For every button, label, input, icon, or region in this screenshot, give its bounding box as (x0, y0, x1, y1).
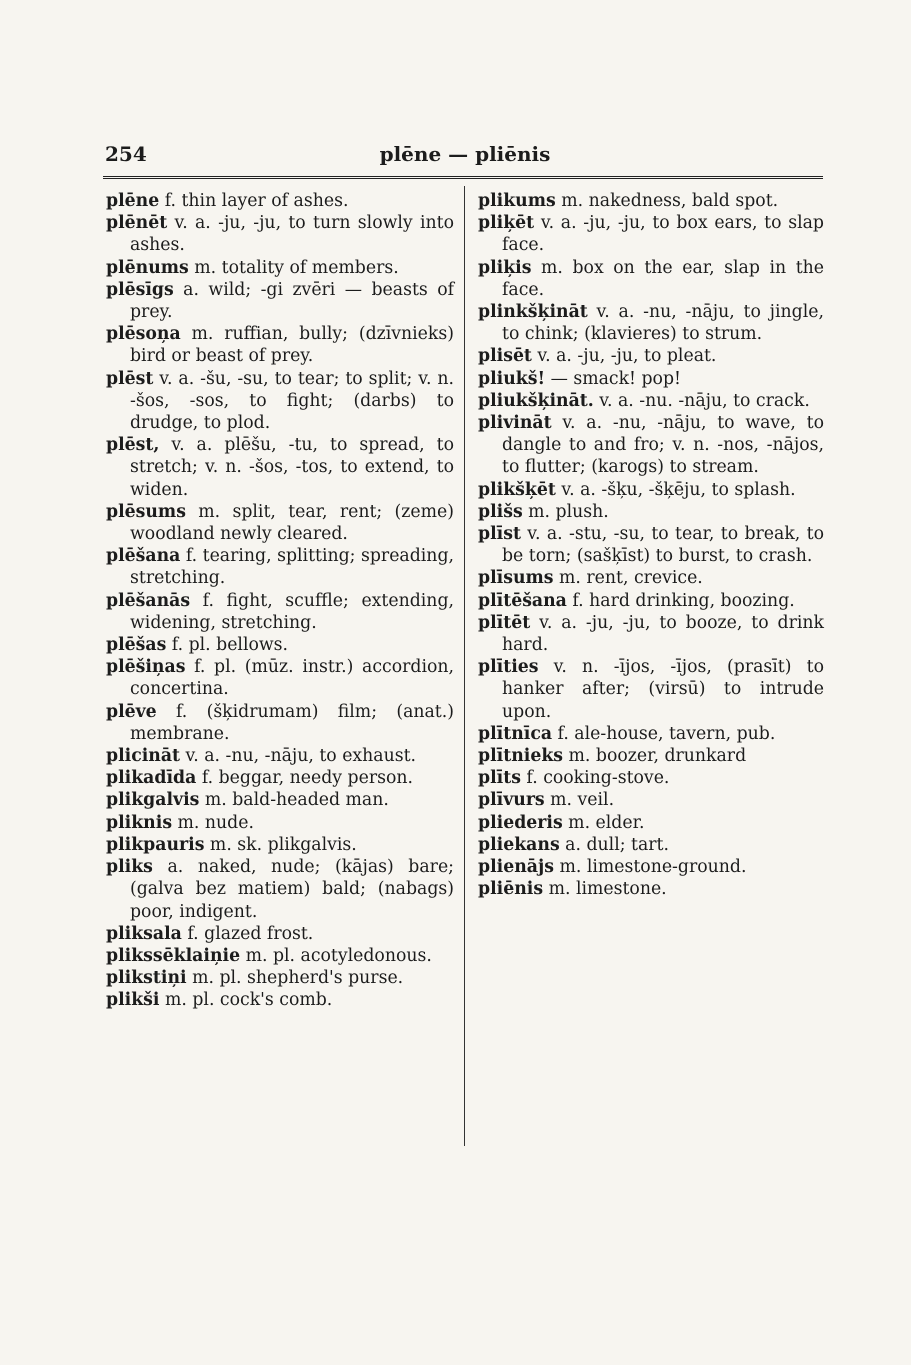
entry-definition: f. ale-house, tavern, pub. (552, 723, 776, 744)
entry-headword: plivināt (478, 413, 552, 434)
entry-definition: v. a. -ju, -ju, to box ears, to slap face. (502, 213, 824, 256)
dictionary-entry (478, 390, 824, 412)
entry-headword: plikums (478, 191, 556, 211)
dictionary-entry (106, 989, 454, 1011)
entry-definition: f. pl. (mūz. instr.) accordion, concertina. (130, 657, 454, 700)
entry-headword: plītnīca (478, 723, 553, 744)
entry-headword: plēve (106, 701, 157, 722)
dictionary-entry (478, 656, 824, 723)
entry-definition: v. a. -ju, -ju, to booze, to drink hard. (502, 612, 824, 656)
entry-headword: plīties (478, 657, 539, 678)
entry-definition: f. glazed frost. (181, 923, 314, 944)
entry-definition: m. pl. shepherd's purse. (186, 968, 404, 989)
dictionary-entry (478, 523, 824, 567)
entry-headword: pliknis (106, 812, 173, 833)
header-rule (103, 176, 823, 179)
dictionary-entry (106, 323, 454, 367)
dictionary-entry (106, 434, 454, 501)
dictionary-entry (478, 257, 824, 301)
entry-definition: m. veil. (544, 790, 615, 811)
dictionary-entry (106, 501, 454, 545)
entry-definition: m. elder. (562, 812, 645, 833)
entry-headword: plēsoņa (106, 324, 181, 345)
entry-definition: m. plush. (522, 501, 609, 522)
dictionary-entry (106, 656, 454, 700)
entry-headword: plēst (106, 368, 154, 389)
entry-definition: f. fight, scuffle; extending, widening, stretching. (130, 590, 454, 633)
entry-definition: a. naked, nude; (kājas) bare; (galva bez matiem) bald; (nabags) poor, indigent. (130, 857, 454, 922)
dictionary-entry (478, 878, 824, 900)
dictionary-entry (478, 723, 824, 745)
dictionary-entry (106, 212, 454, 256)
entry-definition: m. limestone-ground. (553, 857, 747, 878)
dictionary-entry (106, 767, 454, 789)
dictionary-entry (106, 923, 454, 945)
entry-headword: plēne (106, 191, 160, 211)
entry-definition: v. a. -nu, -nāju, to exhaust. (180, 746, 417, 767)
dictionary-entry (478, 789, 824, 811)
page-header (105, 140, 825, 170)
dictionary-entry (106, 701, 454, 745)
entry-headword: plikšķēt (478, 479, 556, 500)
entry-definition: f. (šķidrumam) film; (anat.) membrane. (130, 701, 454, 744)
entry-definition: v. a. -nu, -nāju, to jingle, to chink; (klavieres) to strum. (502, 302, 824, 345)
dictionary-entry (478, 612, 824, 656)
entry-definition: v. a. -ju, -ju, to turn slowly into ashes. (130, 213, 454, 256)
entry-definition: m. pl. acotyledonous. (240, 945, 432, 966)
dictionary-entry (106, 789, 454, 811)
entry-headword: plikssēklaiņie (106, 945, 241, 966)
entry-headword: plēšanās (106, 590, 191, 611)
entry-headword: plēst, (106, 435, 160, 456)
entry-definition: v. a. -ju, -ju, to pleat. (531, 346, 717, 367)
entry-headword: plišs (478, 501, 523, 522)
page-number: 254 (105, 142, 147, 166)
entry-headword: plīvurs (478, 790, 545, 811)
entry-headword: plikgalvis (106, 790, 200, 811)
entry-definition: m. ruffian, bully; (dzīvnieks) bird or beast of prey. (130, 324, 454, 367)
entry-headword: plinkšķināt (478, 302, 588, 323)
dictionary-entry (478, 567, 824, 589)
entry-headword: plicināt (106, 746, 181, 767)
entry-headword: plisēt (478, 346, 532, 367)
right-column (478, 190, 824, 901)
entry-definition: f. thin layer of ashes. (159, 191, 349, 211)
entry-headword: plienājs (478, 857, 554, 878)
dictionary-entry (106, 279, 454, 323)
entry-headword: plītēšana (478, 590, 567, 611)
entry-headword: plēšas (106, 635, 167, 656)
entry-definition: m. rent, crevice. (553, 568, 703, 589)
entry-definition: f. cooking-stove. (520, 768, 670, 789)
dictionary-entry (478, 190, 824, 212)
entry-definition: f. pl. bellows. (166, 635, 289, 656)
dictionary-entry (478, 301, 824, 345)
dictionary-entry (106, 856, 454, 923)
entry-definition: m. boozer, drunkard (563, 746, 747, 767)
dictionary-entry (478, 745, 824, 767)
dictionary-entry (478, 590, 824, 612)
entry-definition: m. sk. plikgalvis. (204, 834, 357, 855)
entry-definition: m. split, tear, rent; (zeme) woodland newly cleared. (130, 501, 454, 545)
entry-headword: plikstiņi (106, 968, 187, 989)
dictionary-entry (106, 745, 454, 767)
entry-definition: m. nakedness, bald spot. (555, 191, 779, 211)
entry-definition: v. n. -ījos, -ījos, (prasīt) to hanker after; (virsū) to intrude upon. (502, 657, 824, 722)
entry-headword: pliekans (478, 834, 560, 855)
dictionary-entry (478, 856, 824, 878)
entry-definition: f. hard drinking, boozing. (566, 590, 795, 611)
dictionary-entry (106, 590, 454, 634)
entry-headword: plīsums (478, 568, 554, 589)
entry-definition: v. a. plēšu, -tu, to spread, to stretch; v. n. -šos, -tos, to extend, to widen. (130, 435, 454, 500)
dictionary-entry (478, 368, 824, 390)
entry-definition: v. a. -nu, -nāju, to wave, to dangle to and fro; v. n. -nos, -nājos, to flutter; (karogs) to stream. (502, 413, 824, 478)
entry-definition: v. a. -šķu, -šķēju, to splash. (555, 479, 796, 500)
dictionary-entry (106, 368, 454, 435)
dictionary-entry (106, 545, 454, 589)
entry-headword: pliķis (478, 257, 532, 278)
entry-definition: m. totality of members. (188, 257, 399, 278)
entry-headword: pliks (106, 857, 153, 878)
dictionary-entry (478, 812, 824, 834)
entry-headword: pliksala (106, 923, 182, 944)
entry-headword: plikadīda (106, 768, 197, 789)
entry-headword: plēšiņas (106, 657, 186, 678)
entry-headword: pliukš! (478, 368, 546, 389)
dictionary-entry (106, 190, 454, 212)
running-head: plēne — pliēnis (379, 142, 551, 166)
entry-headword: plēsīgs (106, 279, 174, 300)
entry-headword: plītēt (478, 612, 531, 633)
entry-headword: plīts (478, 768, 521, 789)
dictionary-entry (106, 634, 454, 656)
left-column (106, 190, 454, 1012)
entry-headword: plītnieks (478, 746, 564, 767)
entry-definition: m. bald-headed man. (199, 790, 389, 811)
dictionary-entry (106, 967, 454, 989)
entry-headword: pliukšķināt. (478, 390, 594, 411)
entry-definition: v. a. -šu, -su, to tear; to split; v. n. -šos, -sos, to fight; (darbs) to drudge, to plod. (130, 368, 454, 434)
dictionary-entry (478, 479, 824, 501)
entry-definition: v. a. -nu. -nāju, to crack. (593, 390, 810, 411)
entry-headword: pliķēt (478, 213, 535, 234)
dictionary-entry (478, 212, 824, 256)
entry-headword: plēšana (106, 546, 181, 567)
entry-headword: plēnums (106, 257, 189, 278)
dictionary-entry (106, 812, 454, 834)
dictionary-entry (478, 501, 824, 523)
column-divider (464, 186, 465, 1146)
entry-headword: plikši (106, 990, 160, 1011)
entry-definition: a. wild; -gi zvēri — beasts of prey. (130, 279, 454, 323)
dictionary-entry (478, 767, 824, 789)
entry-definition: f. beggar, needy person. (196, 768, 414, 789)
dictionary-entry (106, 945, 454, 967)
entry-headword: plēnēt (106, 213, 168, 234)
dictionary-entry (106, 834, 454, 856)
entry-headword: pliederis (478, 812, 563, 833)
entry-definition: m. nude. (172, 812, 254, 833)
entry-definition: — smack! pop! (545, 368, 681, 389)
entry-headword: pliēnis (478, 879, 544, 900)
entry-definition: m. pl. cock's comb. (159, 990, 333, 1011)
entry-definition: a. dull; tart. (559, 834, 669, 855)
entry-definition: v. a. -stu, -su, to tear, to break, to be torn; (sašķīst) to burst, to crash. (502, 524, 824, 567)
entry-definition: f. tearing, splitting; spreading, stretching. (130, 546, 454, 589)
entry-definition: m. limestone. (543, 879, 667, 900)
dictionary-entry (478, 834, 824, 856)
entry-headword: plēsums (106, 501, 186, 522)
entry-definition: m. box on the ear, slap in the face. (502, 257, 824, 300)
dictionary-entry (478, 412, 824, 479)
dictionary-entry (478, 345, 824, 367)
entry-headword: plikpauris (106, 834, 205, 855)
dictionary-entry (106, 257, 454, 279)
entry-headword: plīst (478, 524, 521, 545)
